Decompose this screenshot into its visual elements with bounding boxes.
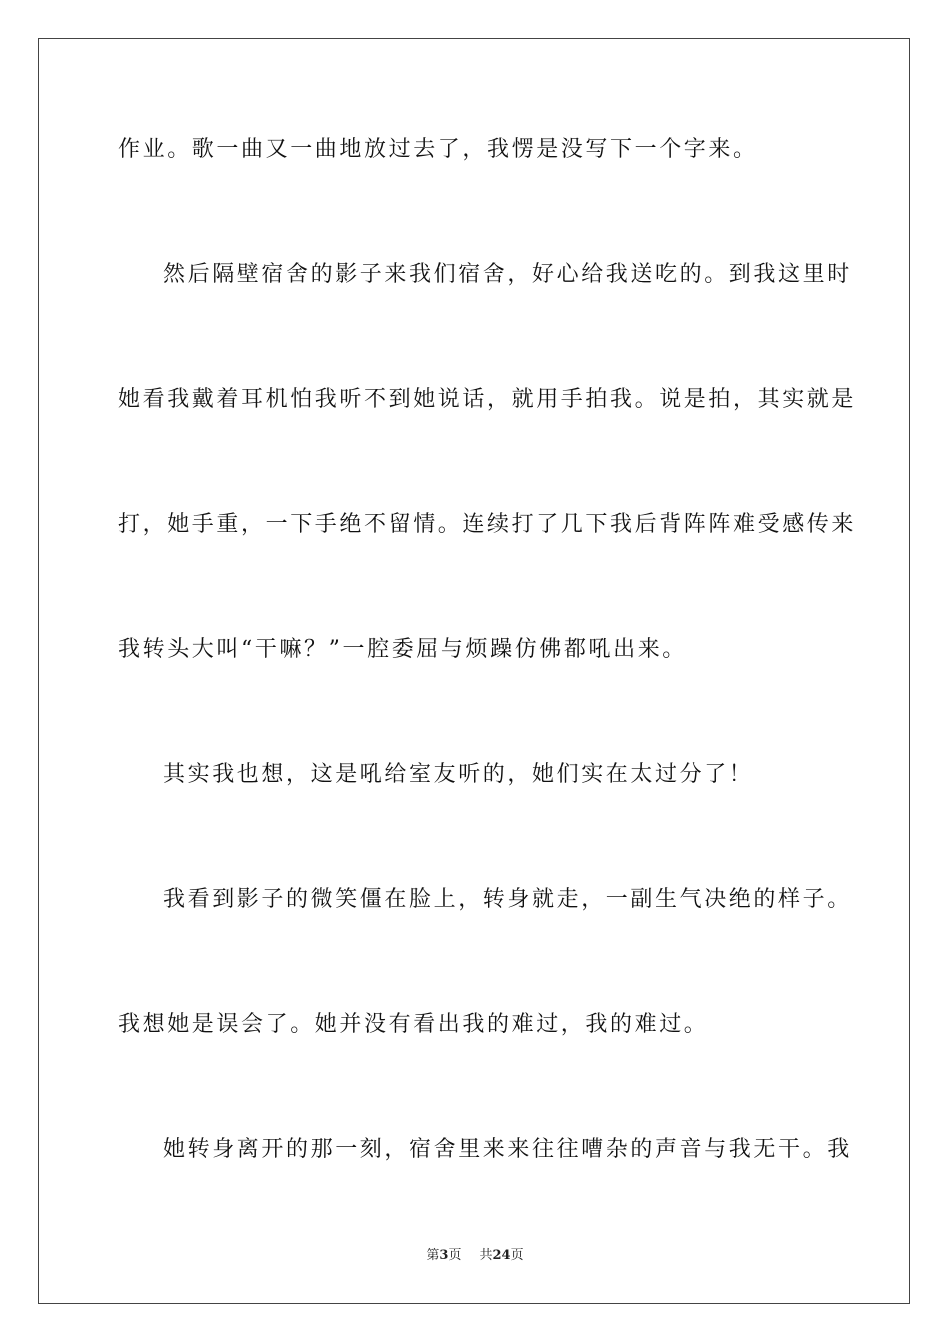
text-line-1: 作业。歌一曲又一曲地放过去了，我愣是没写下一个字来。 [118,137,758,162]
page-footer [0,1247,950,1265]
total-label-suffix: 页 [510,1248,524,1263]
text-line-8: 我想她是误会了。她并没有看出我的难过，我的难过。 [118,1012,709,1037]
text-line-5: 我转头大叫“干嘛？”一腔委屈与烦躁仿佛都吼出来。 [118,637,687,662]
text-line-3: 她看我戴着耳机怕我听不到她说话，就用手拍我。说是拍，其实就是 [118,387,857,412]
total-pages: 24 [492,1248,511,1263]
total-label-prefix: 共 [479,1248,493,1263]
text-line-9: 她转身离开的那一刻，宿舍里来来往往嘈杂的声音与我无干。我 [163,1137,852,1162]
page-label-prefix: 第 [426,1248,440,1263]
text-line-2: 然后隔壁宿舍的影子来我们宿舍，好心给我送吃的。到我这里时 [163,262,852,287]
text-line-4: 打，她手重，一下手绝不留情。连续打了几下我后背阵阵难受感传来 [118,512,857,537]
page-label-suffix: 页 [448,1248,462,1263]
page-number: 3 [439,1248,449,1263]
text-line-7: 我看到影子的微笑僵在脸上，转身就走，一副生气决绝的样子。 [163,887,852,912]
page-border [38,38,910,1304]
text-line-6: 其实我也想，这是吼给室友听的，她们实在太过分了！ [163,762,754,787]
